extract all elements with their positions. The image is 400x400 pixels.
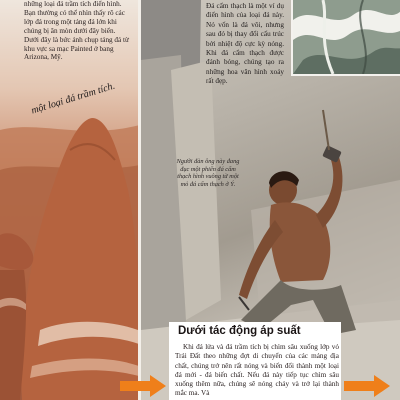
worker-caption: Người đàn ông này đang đục một phiến đá cẩm thạch hình vuông từ một mỏ đá cẩm thạch ở Ý. <box>176 158 240 188</box>
info-box <box>169 322 341 400</box>
sediment-caption: một loại đá trầm tích. <box>30 80 117 117</box>
right-arrow-icon <box>344 375 390 397</box>
polished-marble-photo <box>291 0 400 76</box>
left-arrow-icon <box>120 375 166 397</box>
right-paragraph: Đá cẩm thạch là một ví dụ điển hình của loại đá này. Nó vốn là đá vôi, nhưng sau đó bị thay đổi cấu trúc bởi nhiệt độ cực kỳ nóng. Khi đá cẩm thạch được đánh bóng, chúng tạo ra những hoa văn hình xoáy rất đẹp. <box>206 2 284 86</box>
info-box-title: Dưới tác động áp suất <box>178 325 301 337</box>
info-box-body: Khi đá lửa và đá trầm tích bị chìm sâu xuống lớp vỏ Trái Đất theo những đợt di chuyển của các mảng địa chất, chúng trở nên rất nóng và biến đổi thành một loại đá mới - đá biến chất. Nếu đá này tiếp tục chìm sâu xuống thêm nữa, chúng sẽ nóng chảy và trở lại thành mắc ma. Và <box>175 343 339 398</box>
marble-swirl-illustration <box>293 0 400 74</box>
left-paragraph: những loại đá trầm tích điển hình. Bạn thường có thể nhìn thấy rõ các lớp đá trong một tảng đá lớn khi chúng bị ăn mòn dưới đây biển. Dưới đây là bức ảnh chụp tảng đá từ khu vực sa mạc Painted ở bang Arizona, Mỹ. <box>24 0 129 62</box>
